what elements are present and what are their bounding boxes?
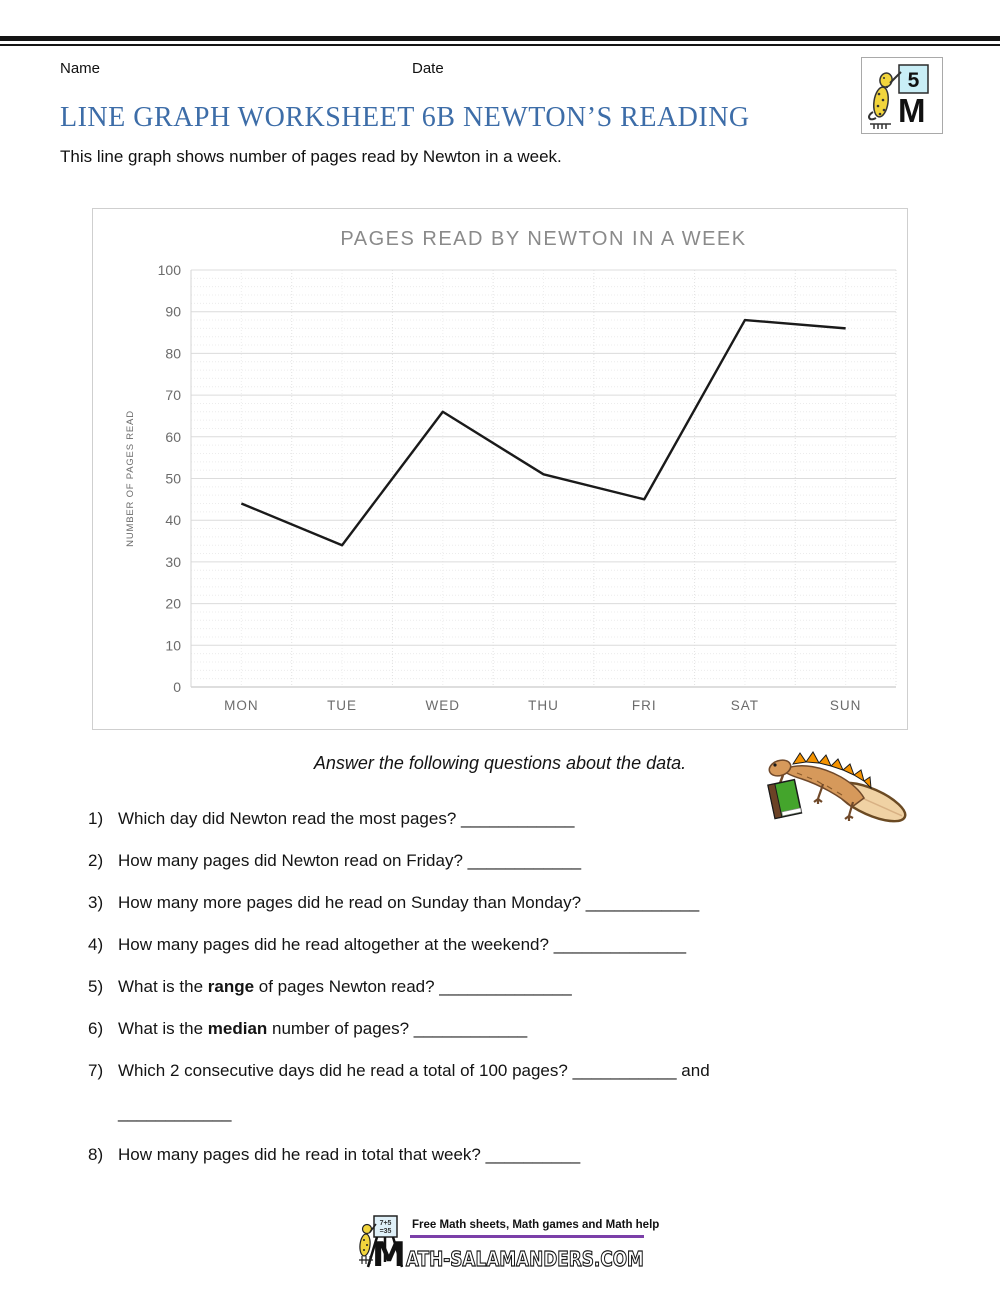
question-number: 3) [88,893,104,912]
name-label: Name [60,60,101,77]
question-text: Which 2 consecutive days did he read a total of 100 pages? ___________ and [118,1061,710,1080]
page-subtitle: This line graph shows number of pages read by Newton in a week. [60,147,562,166]
question-row-7-continuation [88,1100,958,1126]
grade-number: 5 [907,69,920,92]
svg-text:PAGES READ BY NEWTON IN A WEEK: PAGES READ BY NEWTON IN A WEEK [340,228,747,250]
question-row-6 [88,1016,958,1042]
question-text: How many pages did he read altogether at the weekend? ______________ [118,935,687,954]
chart-canvas [93,209,907,729]
svg-text:0: 0 [173,679,181,695]
svg-text:80: 80 [165,345,181,362]
site-wordmark [372,1238,662,1274]
question-row-4 [88,932,958,958]
svg-text:70: 70 [165,387,181,404]
question-number: 5) [88,977,104,996]
question-row-3 [88,890,958,916]
question-text: What is the median number of pages? ____________ [118,1019,528,1038]
questions-list [88,806,958,1184]
answer-blank-line: ____________ [118,1103,232,1122]
top-rule-thin [0,44,1000,46]
badge-m-letter: M [898,92,926,129]
questions-intro: Answer the following questions about the data. [313,753,687,773]
question-text: How many pages did he read in total that week? __________ [118,1145,581,1164]
svg-text:FRI: FRI [631,698,657,713]
question-number: 4) [88,935,104,954]
question-row-1 [88,806,958,832]
question-text: What is the range of pages Newton read? ______________ [118,977,572,996]
question-number: 8) [88,1145,104,1164]
top-rule [0,36,1000,41]
svg-text:50: 50 [165,470,181,487]
svg-text:30: 30 [165,553,181,570]
question-number [88,1100,118,1126]
question-text: How many pages did Newton read on Friday? ____________ [118,851,582,870]
svg-text:40: 40 [165,512,181,529]
svg-text:20: 20 [165,595,181,612]
question-row-5 [88,974,958,1000]
svg-text:90: 90 [165,303,181,320]
question-number: 2) [88,851,104,870]
question-number: 6) [88,1019,104,1038]
svg-text:7+5: 7+5 [379,1220,392,1227]
question-text: How many more pages did he read on Sunday than Monday? ____________ [118,893,700,912]
footer-tagline: Free Math sheets, Math games and Math help [412,1219,660,1231]
svg-text:100: 100 [157,262,181,278]
question-text: Which day did Newton read the most pages? ____________ [118,809,575,828]
svg-text:TUE: TUE [327,698,358,713]
date-label: Date [412,60,444,77]
question-row-7 [88,1058,958,1084]
svg-text:MATH-SALAMANDERS.COM: MATH-SALAMANDERS.COM [372,1238,644,1274]
svg-text:10: 10 [165,637,181,654]
question-number: 1) [88,809,104,828]
line-chart [92,208,908,730]
svg-text:=35: =35 [379,1228,392,1235]
svg-text:60: 60 [165,428,181,445]
site-footer [356,1206,660,1278]
question-number: 7) [88,1061,104,1080]
page-title: LINE GRAPH WORKSHEET 6B NEWTON’S READING [60,102,750,133]
svg-text:SAT: SAT [730,698,760,713]
svg-text:WED: WED [425,698,461,713]
question-row-2 [88,848,958,874]
svg-text:SUN: SUN [829,698,862,713]
svg-text:THU: THU [528,698,559,713]
question-row-8 [88,1142,958,1168]
svg-text:MON: MON [224,698,259,713]
svg-text:NUMBER OF PAGES READ: NUMBER OF PAGES READ [125,410,136,547]
